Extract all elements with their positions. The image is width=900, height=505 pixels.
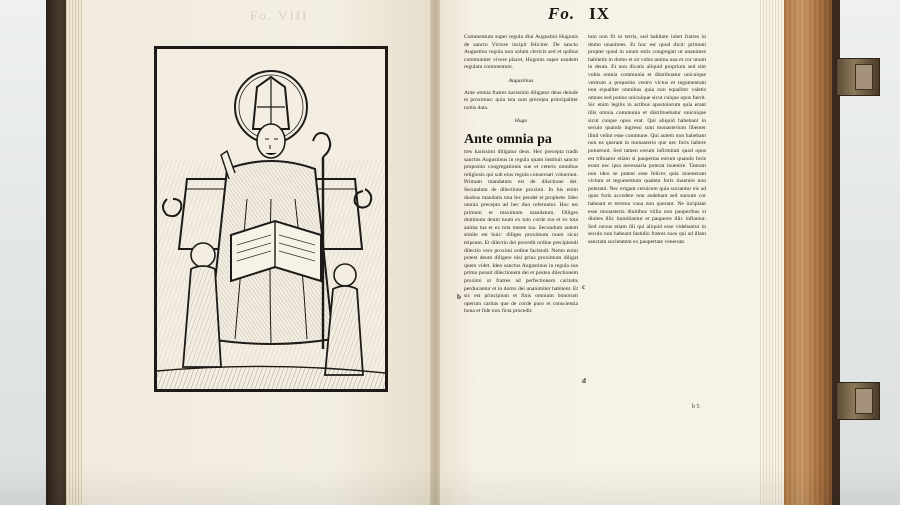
clasp-top bbox=[836, 58, 880, 96]
rubric-heading-augustinus: Augustinus bbox=[508, 77, 534, 84]
woodcut-drawing bbox=[157, 49, 385, 389]
show-through-folio: Fo. VIII bbox=[250, 8, 309, 23]
rule-paragraph: Ante omnia fratres karissimi diligatur deus deinde et proximus: quia ista sunt precepta principaliter nobis data. bbox=[464, 89, 578, 111]
margin-marker: c bbox=[582, 283, 586, 291]
commentary-body-right: tum non fit in terris, sed habitare iubet fratres in domo unanimes. Et hoc est quod dicit: primum propter quod in unum estis congregati ut unanimes habitetis in domo et sit vobis anima una et cor unum in deum. Et non dicatis aliquid proprium sed sint vobis omnia communia et distribuatur unicuique vestrum a preposito vestro victus et tegumentum non equaliter omnibus quia non equaliter valetis omnes sed potius unicuique sicut cuique opus fuerit. Sic enim legitis in actibus apostolorum quia erant illis omnia communia et distribuebatur unicuique sicut cuique opus erat. Qui aliquid habebant in seculo quando ingressi sunt monasterium libenter illud velint esse commune. Qui autem non habebant non ea querant in monasterio que nec foris habere potuerunt. Sed tamen eorum infirmitati quod opus est tribuatur etiam si paupertas eorum quando foris erant nec ipsa necessaria poterat inuenire. Tantum non ideo se putent esse felices quia inuenerunt victum et tegumentum qualem foris inuenire non poterant. Nec erigant ceruicem quia sociantur eis ad quos foris accedere non audebant sed sursum cor habeant et terrena vana non querant. Ne incipiant esse monasteria diuitibus vtilia non pauperibus si diuites illic humiliantur et pauperes illic inflantur. Sed rursus etiam illi qui aliquid esse videbantur in seculo non habeant fastidio fratres suos qui ad illam sanctam societatem ex paupertate venerunt. bbox=[588, 34, 706, 246]
woodcut-illustration bbox=[154, 46, 388, 392]
left-cover-board bbox=[46, 0, 68, 505]
right-page-edges bbox=[760, 0, 786, 505]
text-column-left bbox=[464, 34, 578, 412]
signature-mark: b 5 bbox=[692, 404, 700, 410]
margin-marker: b bbox=[457, 293, 461, 301]
intro-paragraph: Commentum super regula diui Augustini Hugonis de sancto Victore incipit feliciter. De sancto Augustino regula non solum clericis sed et quibus communiter vivere placet, Hugonis super eandem regulam commentum. bbox=[464, 34, 578, 71]
text-column-right bbox=[588, 34, 706, 406]
clasp-bottom bbox=[836, 382, 880, 420]
folio-number: IX bbox=[589, 4, 610, 23]
margin-marker: d bbox=[582, 377, 586, 385]
folio-label: Fo. bbox=[548, 4, 576, 23]
bottom-shadow bbox=[0, 465, 900, 505]
incipit: Ante omnia pa bbox=[464, 131, 552, 147]
commentary-body-left: tres karissimi diligatur deus. Hec precepta tradit sanctus Augustinus in regula quam instituit sancto proposito congregationis sue et ceteris omnibus religiosis qui sub eius regula conuersari voluerunt. Primum mandatum est de dilectione dei. Secundum de dilectione proximi. In his enim duobus mandatis tota lex pendet et prophete. Ideo omnia precepta ad hec duo referuntur. Hoc est primum et maximum mandatum. Diliges dominum deum tuum ex toto corde tuo et ex tota anima tua et ex tota mente tua. Secundum autem simile est huic: diliges proximum tuum sicut teipsum. Et dilectio dei precedit ordine precipiendi dilectio vero proximi ordine faciendi. Nemo enim potest deum diligere nisi prius proximum diligat quem videt. Ideo sanctus Augustinus in regula sua primo posuit dilectionem dei et postea dilectionem proximi ut fratres ad perfectionem caritatis perducantur et in domo dei unanimiter habitent. Et sic est principium et finis omnium bonorum operum caritas que de corde puro et conscientia bona et fide non ficta procedit. bbox=[464, 148, 578, 315]
folio-header bbox=[548, 4, 610, 24]
rubric-heading-hugo: Hugo bbox=[514, 118, 528, 125]
right-cover-board bbox=[784, 0, 834, 505]
